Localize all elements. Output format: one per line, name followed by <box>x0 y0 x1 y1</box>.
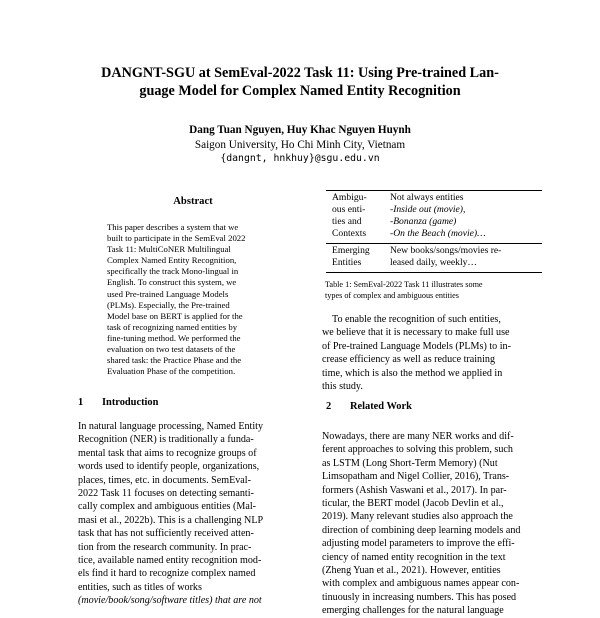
table-rule-mid <box>326 243 542 244</box>
cell-line: Entities <box>332 257 362 268</box>
intro-line: els find it hard to recognize complex named <box>78 568 256 580</box>
intro-line: (movie/book/song/software titles) that are not <box>78 595 262 607</box>
intro-line: Recognition (NER) is traditionally a funda- <box>78 434 254 446</box>
intro-line: words used to identify people, organizations, <box>78 461 260 473</box>
related-line: adjusting model parameters to improve the effi- <box>322 538 515 550</box>
related-line: formers (Ashish Vaswani et al., 2017). In par- <box>322 484 507 496</box>
abstract-line: used Pre-trained Language Models <box>107 288 229 299</box>
section-heading-introduction <box>78 396 158 409</box>
abstract-line: Complex Named Entity Recognition, <box>107 255 237 266</box>
table-cell-value <box>390 192 542 240</box>
related-line: 2019). Many relevant studies also approach the <box>322 511 513 523</box>
cell-line: New books/songs/movies re- <box>390 245 502 256</box>
paragraph-line: of Pre-trained Language Models (PLMs) to in- <box>322 340 511 352</box>
section-title: Introduction <box>102 397 159 408</box>
section-title: Related Work <box>350 401 412 412</box>
table-caption <box>325 279 547 301</box>
intro-line: mental task that aims to recognize groups of <box>78 447 257 459</box>
cell-line: -Inside out (movie), <box>390 204 466 215</box>
title-line: guage Model for Complex Named Entity Recognition <box>139 83 461 99</box>
abstract-line: task of recognizing named entities by <box>107 321 238 332</box>
author-affiliation: Saigon University, Ho Chi Minh City, Vietnam <box>194 139 406 151</box>
intro-line: tice, available named entity recognition mod- <box>78 555 262 567</box>
cell-line: ous enti- <box>332 204 366 215</box>
abstract-line: English. To construct this system, we <box>107 277 237 288</box>
abstract-line: (PLMs). Especially, the Pre-trained <box>107 299 230 310</box>
abstract-line: built to participate in the SemEval 2022 <box>107 233 246 244</box>
intro-line: tion from the research community. In prac- <box>78 541 252 553</box>
intro-line: places, times, etc. in documents. SemEval- <box>78 474 251 486</box>
table-cell-label <box>332 245 386 269</box>
related-line: with complex and ambiguous names appear con- <box>322 578 520 590</box>
intro-line: entities, such as titles of works <box>78 581 202 593</box>
abstract-line: shared task: the Practice Phase and the <box>107 355 242 366</box>
table-rule-bottom <box>326 272 542 273</box>
table-cell-label <box>332 192 386 240</box>
abstract-line: Task 11: MultiCoNER Multilingual <box>107 244 231 255</box>
abstract-line: specifically the track Mono-lingual in <box>107 266 239 277</box>
related-line: ferent approaches to solving this problem, such <box>322 444 513 456</box>
intro-line: cally complex and ambiguous entities (Mal- <box>78 501 256 513</box>
author-names: Dang Tuan Nguyen, Huy Khac Nguyen Huynh <box>189 124 411 136</box>
intro-line: In natural language processing, Named Entity <box>78 421 263 432</box>
cell-line: -On the Beach (movie)… <box>390 228 486 239</box>
paragraph-line: crease efficiency as well as reduce training <box>322 354 495 366</box>
table-rule-top <box>326 190 542 191</box>
paragraph-line: we believe that it is necessary to make full use <box>322 327 510 339</box>
title-line: DANGNT-SGU at SemEval-2022 Task 11: Using Pre-trained Lan- <box>101 65 499 81</box>
caption-line: Table 1: SemEval-2022 Task 11 illustrates some <box>325 280 483 289</box>
related-work-body <box>322 430 548 618</box>
cell-line: Emerging <box>332 245 370 256</box>
abstract-line: evaluation on two test datasets of the <box>107 344 236 355</box>
introduction-body <box>78 420 310 608</box>
table-cell-value <box>390 245 542 269</box>
related-line: Nowadays, there are many NER works and dif- <box>322 431 514 442</box>
intro-line: masi et al., 2022b). This is a challenging NLP <box>78 514 264 526</box>
related-line: direction of combining deep learning models and <box>322 524 521 536</box>
section-heading-related-work <box>326 400 412 413</box>
abstract-line: This paper describes a system that we <box>107 222 239 232</box>
related-line: tinuously in increasing numbers. This has posed <box>322 591 517 603</box>
abstract-line: Evaluation Phase of the competition. <box>107 366 236 377</box>
abstract-line: fine-tuning method. We performed the <box>107 332 241 343</box>
related-line: as LSTM (Long Short-Term Memory) (Nut <box>322 457 498 469</box>
related-line: (Zheng Yuan et al., 2021). However, entities <box>322 565 501 577</box>
cell-line: leased daily, weekly… <box>390 257 478 268</box>
related-line: emerging challenges for the natural language <box>322 605 504 617</box>
intro-line: task that has not sufficiently received atten- <box>78 528 254 540</box>
right-paragraph <box>322 313 548 393</box>
paragraph-line: time, which is also the method we applied in <box>322 367 503 379</box>
cell-line: -Bonanza (game) <box>390 216 457 227</box>
section-number: 1 <box>78 397 84 408</box>
related-line: Limsopatham and Nigel Collier, 2016), Trans- <box>322 471 510 483</box>
abstract-heading: Abstract <box>173 196 213 207</box>
related-line: ciency of named entity recognition in the text <box>322 551 506 563</box>
caption-line: types of complex and ambiguous entities <box>325 291 459 300</box>
cell-line: Not always entities <box>390 192 464 203</box>
abstract-body <box>107 222 287 377</box>
cell-line: ties and <box>332 216 362 227</box>
abstract-line: Model base on BERT is applied for the <box>107 310 243 321</box>
paper-title <box>60 64 540 100</box>
cell-line: Contexts <box>332 228 367 239</box>
cell-line: Ambigu- <box>332 192 367 203</box>
paragraph-line: To enable the recognition of such entities, <box>332 314 501 325</box>
intro-line: 2022 Task 11 focuses on detecting semanti- <box>78 488 254 500</box>
section-number: 2 <box>326 401 332 412</box>
paragraph-line: this study. <box>322 381 363 393</box>
related-line: ticular, the BERT model (Jacob Devlin et al., <box>322 498 504 510</box>
author-email: {dangnt, hnkhuy}@sgu.edu.vn <box>220 153 380 164</box>
